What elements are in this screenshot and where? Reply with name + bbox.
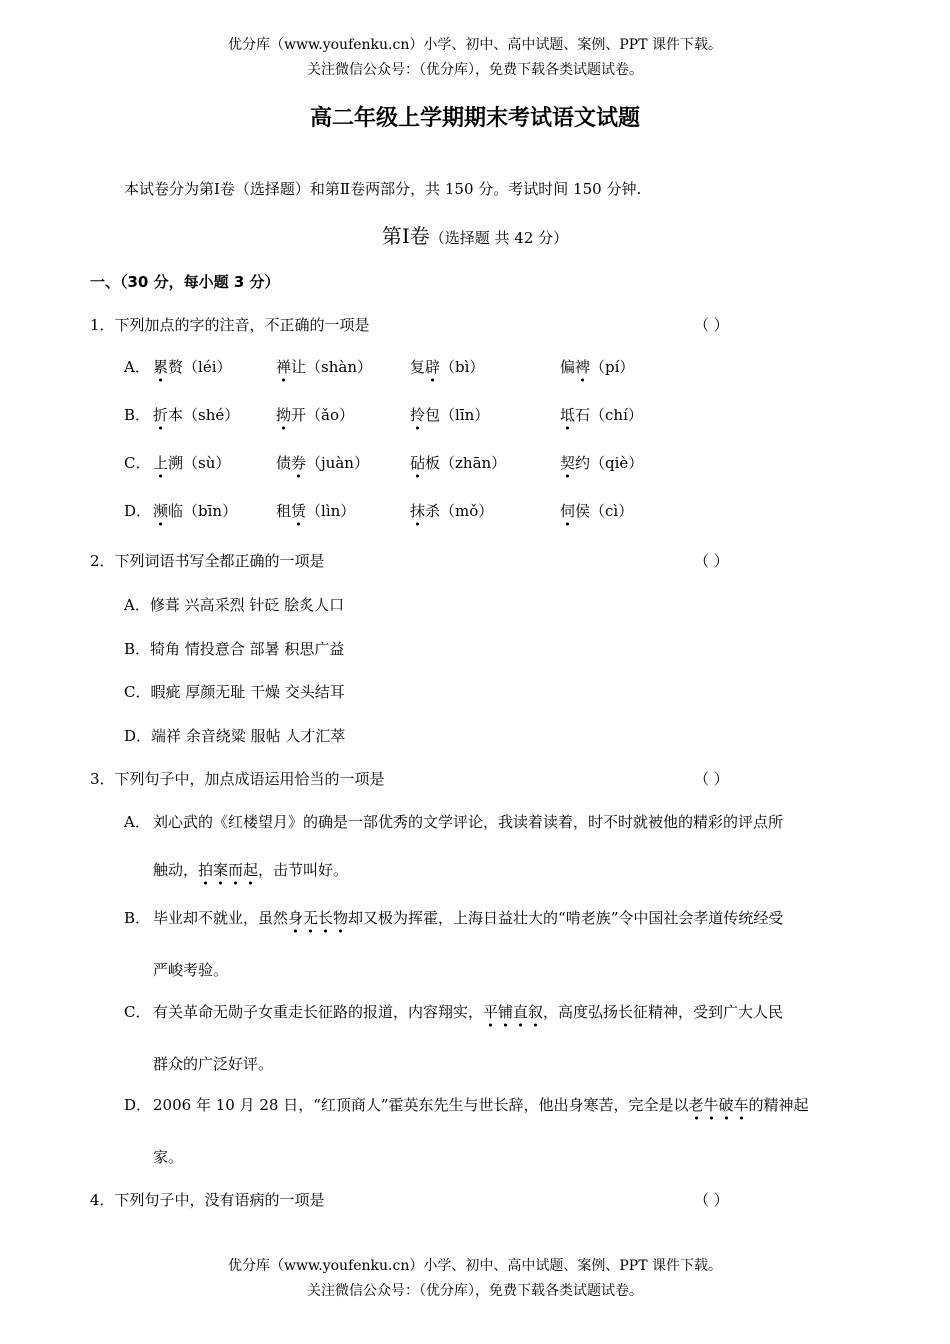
dotted-character: 累 [153, 358, 168, 383]
q3-option-d-line1 [153, 1094, 809, 1115]
q3-option-b-line1 [153, 907, 783, 928]
q3-option-a-label: A． [124, 813, 150, 831]
word-rest: （lìn） [306, 502, 356, 520]
q1-option-c-word-3 [410, 452, 506, 473]
q3-answer-paren: （ ） [694, 770, 729, 788]
q1-option-b-word-4 [560, 404, 643, 425]
q3-option-c-label: C． [124, 1003, 151, 1021]
q1-option-c-word-4 [560, 452, 643, 473]
word-prefix: 租 [276, 502, 292, 520]
word-rest: 溯（sù） [168, 454, 231, 472]
q4-stem: 4．下列句子中，没有语病的一项是 [90, 1191, 325, 1209]
q1-option-d-word-3 [410, 500, 493, 521]
dotted-character: 裨 [575, 358, 590, 383]
q3-option-b-label: B． [124, 909, 151, 927]
dotted-character: 上 [153, 454, 168, 479]
q2-stem: 2．下列词语书写全都正确的一项是 [90, 552, 325, 570]
q1-stem: 1．下列加点的字的注音，不正确的一项是 [90, 316, 370, 334]
word-rest: （bì） [440, 358, 485, 376]
word-rest: 约（qiè） [575, 454, 644, 472]
dotted-character: 辟 [425, 358, 440, 383]
q3-b-text-2: 却又极为挥霍，上海日益壮大的“啃老族”令中国社会孝道传统经受 [348, 909, 784, 927]
q2-option-b: B．犄角 情投意合 部暑 积思广益 [124, 640, 345, 658]
word-rest: 包（līn） [425, 406, 490, 424]
q2-option-d: D．端祥 余音绕粱 服帖 人才汇萃 [124, 727, 346, 745]
q3-a-text-1: 触动， [153, 861, 199, 879]
q3-c-text-1: 有关革命无勋子女重走长征路的报道，内容翔实， [153, 1003, 484, 1021]
word-rest: （juàn） [306, 454, 369, 472]
q3-option-c-line2: 群众的广泛好评。 [153, 1055, 274, 1073]
dotted-character: 禅 [276, 358, 291, 383]
q3-option-a-line2 [153, 859, 348, 880]
q2-option-a: A．修葺 兴高采烈 针砭 脍炙人口 [124, 596, 345, 614]
header-line-2: 关注微信公众号：（优分库），免费下载各类试题试卷。 [307, 62, 643, 78]
q1-option-c-word-2 [276, 452, 369, 473]
q3-d-text-1: 2006 年 10 月 28 日，“红顶商人”霍英东先生与世长辞，他出身寒苦，完全是以 [153, 1096, 689, 1114]
word-rest: 让（shàn） [291, 358, 372, 376]
q1-answer-paren: （ ） [694, 316, 729, 334]
dotted-character: 抹 [410, 502, 425, 527]
dotted-character: 砧 [410, 454, 425, 479]
word-rest: 石（chí） [575, 406, 643, 424]
q1-option-a-word-1 [153, 356, 232, 377]
footer-line-1: 优分库（www.youfenku.cn）小学、初中、高中试题、案例、PPT 课件下载。 [227, 1258, 722, 1274]
word-rest: 板（zhān） [425, 454, 507, 472]
q1-option-b-word-3 [410, 404, 489, 425]
q1-option-b-label: B． [124, 406, 151, 424]
q1-option-b-word-1 [153, 404, 239, 425]
dotted-character: 赁 [291, 502, 306, 527]
q3-option-a-line1: 刘心武的《红楼望月》的确是一部优秀的文学评论，我读着读着，时不时就被他的精彩的评点所 [153, 813, 784, 831]
dotted-character: 濒 [153, 502, 168, 527]
q1-option-a-word-3 [410, 356, 484, 377]
q1-option-a-word-4 [560, 356, 634, 377]
q1-option-b-word-2 [276, 404, 354, 425]
q1-option-d-word-2 [276, 500, 355, 521]
q3-stem: 3．下列句子中，加点成语运用恰当的一项是 [90, 770, 385, 788]
dotted-character: 伺 [560, 502, 575, 527]
footer-line-2: 关注微信公众号：（优分库），免费下载各类试题试卷。 [307, 1283, 643, 1299]
dotted-character: 契 [560, 454, 575, 479]
q3-c-text-2: ，高度弘扬长征精神，受到广大人民 [543, 1003, 784, 1021]
word-rest: 临（bīn） [168, 502, 238, 520]
q3-a-dotted-idiom: 拍案而起 [198, 861, 258, 886]
q3-d-text-2: 的精神起 [748, 1096, 809, 1114]
q3-b-dotted-idiom: 身无长物 [288, 909, 348, 934]
word-rest: （pí） [590, 358, 635, 376]
header-line-1: 优分库（www.youfenku.cn）小学、初中、高中试题、案例、PPT 课件下载。 [227, 37, 722, 53]
word-prefix: 偏 [560, 358, 576, 376]
section-heading [0, 220, 950, 249]
q1-option-c-label: C． [124, 454, 151, 472]
q1-option-d-label: D． [124, 502, 152, 520]
q2-option-c: C．暇疵 厚颜无耻 干燥 交头结耳 [124, 683, 345, 701]
dotted-character: 券 [291, 454, 306, 479]
word-rest: 侯（cì） [575, 502, 634, 520]
q3-option-c-line1 [153, 1001, 783, 1022]
word-prefix: 债 [276, 454, 292, 472]
q1-option-a-label: A． [124, 358, 150, 376]
q3-option-d-label: D． [124, 1096, 152, 1114]
section-main: 第Ⅰ卷 [381, 224, 430, 248]
dotted-character: 折 [153, 406, 168, 431]
part-one-heading: 一、（30 分，每小题 3 分） [90, 273, 280, 291]
q3-option-d-line2: 家。 [153, 1148, 184, 1166]
q1-option-c-word-1 [153, 452, 230, 473]
q1-option-d-word-1 [153, 500, 237, 521]
q2-answer-paren: （ ） [694, 552, 729, 570]
intro-text: 本试卷分为第Ⅰ卷（选择题）和第Ⅱ卷两部分，共 150 分。考试时间 150 分钟. [124, 180, 642, 198]
word-rest: 杀（mǒ） [425, 502, 494, 520]
q3-c-dotted-idiom: 平铺直叙 [483, 1003, 543, 1028]
dotted-character: 拗 [276, 406, 291, 431]
word-prefix: 复 [410, 358, 426, 376]
page-title: 高二年级上学期期末考试语文试题 [309, 106, 640, 131]
word-rest: 赘（léi） [168, 358, 232, 376]
section-sub: （选择题 共 42 分） [429, 229, 569, 247]
q1-option-a-word-2 [276, 356, 372, 377]
q3-a-text-2: ，击节叫好。 [258, 861, 349, 879]
dotted-character: 拎 [410, 406, 425, 431]
q1-option-d-word-4 [560, 500, 633, 521]
dotted-character: 坻 [560, 406, 575, 431]
q3-b-text-1: 毕业却不就业，虽然 [153, 909, 289, 927]
q4-answer-paren: （ ） [694, 1191, 729, 1209]
q3-d-dotted-idiom: 老牛破车 [689, 1096, 749, 1121]
word-rest: 开（ǎo） [291, 406, 354, 424]
q3-option-b-line2: 严峻考验。 [153, 961, 229, 979]
word-rest: 本（shé） [168, 406, 240, 424]
